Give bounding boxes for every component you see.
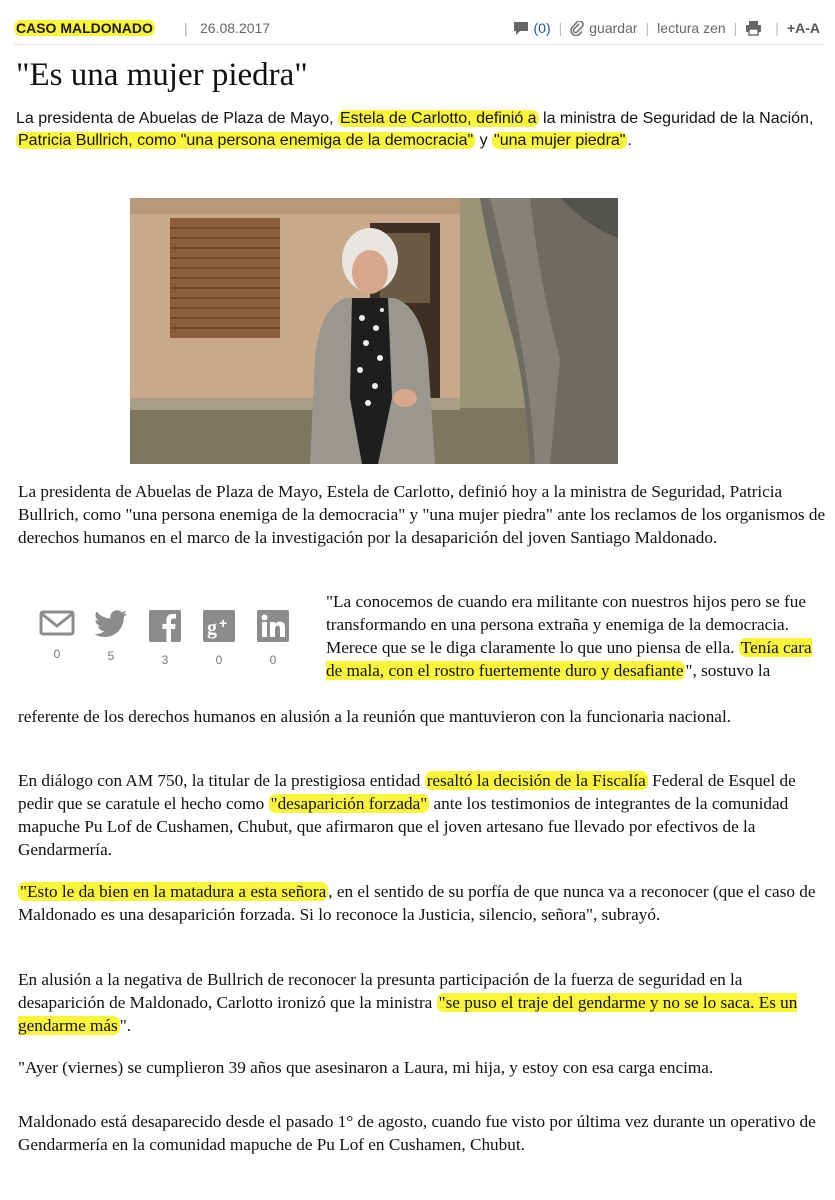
paragraph: Maldonado está desaparecido desde el pasado 1° de agosto, cuando fue visto por última vez durante un operativo de Gendarmería en la comunidad mapuche de Pu Lof en Cushamen, Chubut. — [18, 1112, 816, 1154]
paragraph-highlight: resaltó la decisión de la Fiscalía — [426, 771, 646, 790]
paragraph-text: En diálogo con AM 750, la titular de la prestigiosa entidad — [18, 771, 425, 790]
google-plus-icon — [203, 610, 235, 647]
share-facebook[interactable] — [138, 610, 192, 667]
paragraph — [18, 880, 826, 926]
lead-highlight: Estela de Carlotto, definió a — [340, 110, 537, 127]
article-title: "Es una mujer piedra" — [16, 57, 308, 93]
paragraph-text: , en el sentido de su porfía de que nunca va a reconocer (que el caso de Maldonado es una desaparición forzada. Si lo reconoce la Justicia, silencio, señora", subrayó. — [18, 882, 816, 924]
article-lead — [16, 108, 824, 152]
quote-text: ", sostuvo la — [685, 661, 771, 680]
svg-text:+: + — [219, 615, 228, 631]
divider: | — [184, 20, 188, 36]
paragraph-text: ante los testimonios de integrantes de la comunidad mapuche Pu Lof de Cushamen, Chubut, que afirmaron que el joven artesano fue llevado por efectivos de la Gendarmería. — [18, 794, 789, 859]
lead-text: la ministra de Seguridad de la Nación, — [538, 110, 814, 127]
mail-icon — [39, 610, 75, 641]
paperclip-icon — [570, 21, 584, 36]
printer-icon — [745, 20, 762, 36]
comments-count: (0) — [533, 20, 551, 36]
lead-highlight: "una mujer piedra" — [494, 132, 626, 149]
share-twitter[interactable] — [84, 610, 138, 667]
paragraph-text: ". — [119, 1016, 132, 1035]
twitter-icon — [94, 610, 128, 643]
svg-text:g: g — [207, 617, 217, 639]
quote-continuation: referente de los derechos humanos en alusión a la reunión que mantuvieron con la funcionaria nacional. — [18, 707, 732, 726]
share-bar — [30, 610, 300, 667]
paragraph-highlight: "Esto le da bien en la matadura a esta señora — [20, 882, 327, 901]
save-label: guardar — [589, 20, 638, 36]
article-photo — [130, 198, 618, 464]
share-count: 3 — [161, 653, 169, 667]
facebook-icon — [149, 610, 181, 647]
section-tag[interactable]: CASO MALDONADO — [16, 20, 153, 36]
share-count: 0 — [215, 653, 223, 667]
share-email[interactable] — [30, 610, 84, 667]
paragraph — [18, 968, 826, 1037]
linkedin-icon — [257, 610, 289, 647]
lead-highlight: Patricia Bullrich, como "una persona enemiga de la democracia" — [18, 132, 474, 149]
paragraph: "Ayer (viernes) se cumplieron 39 años que asesinaron a Laura, mi hija, y estoy con esa carga encima. — [18, 1058, 714, 1077]
tools: (0) | guardar | lectura zen | | +A-A — [513, 20, 821, 36]
paragraph-highlight: "se puso el traje del gendarme y no se lo saca. Es un gendarme más — [18, 993, 798, 1035]
article-date: 26.08.2017 — [200, 20, 271, 36]
zen-reading-button[interactable] — [657, 20, 725, 36]
share-count: 0 — [269, 653, 277, 667]
quote-paragraph — [326, 590, 826, 682]
font-size-label: +A-A — [786, 20, 820, 36]
article-toolbar — [14, 18, 824, 45]
zen-label: lectura zen — [657, 20, 726, 36]
paragraph-highlight: "desaparición forzada" — [270, 794, 428, 813]
paragraph-text: Federal de Esquel de pedir que se caratule el hecho como — [18, 771, 796, 813]
print-button[interactable] — [745, 20, 767, 36]
quote-text: "La conocemos de cuando era militante con nuestros hijos pero se fue transformando en una persona extraña y enemiga de la democracia. Merece que se le diga claramente lo que uno piensa de ella. — [326, 592, 806, 657]
paragraph: La presidenta de Abuelas de Plaza de Mayo, Estela de Carlotto, definió hoy a la ministra de Seguridad, Patricia Bullrich, como "una persona enemiga de la democracia" y "una mujer piedra" ante los reclamos de los organismos de derechos humanos en el marco de la investigación por la desaparición del joven Santiago Maldonado. — [18, 482, 826, 547]
paragraph — [18, 769, 826, 861]
paragraph-text: En alusión a la negativa de Bullrich de reconocer la presunta participación de la fuerza de seguridad en la desaparición de Maldonado, Carlotto ironizó que la ministra — [18, 970, 743, 1012]
share-linkedin[interactable] — [246, 610, 300, 667]
lead-text: . — [627, 132, 632, 149]
share-google-plus[interactable] — [192, 610, 246, 667]
comment-icon — [513, 21, 529, 36]
lead-text: y — [475, 132, 493, 149]
comments-button[interactable] — [513, 20, 551, 36]
font-size-button[interactable] — [787, 20, 820, 36]
save-button[interactable] — [570, 20, 637, 36]
lead-text: La presidenta de Abuelas de Plaza de Mayo, — [16, 110, 338, 127]
share-count: 5 — [107, 649, 115, 663]
share-count: 0 — [53, 647, 61, 661]
quote-highlight: Tenía cara de mala, con el rostro fuertemente duro y desafiante — [326, 638, 812, 680]
